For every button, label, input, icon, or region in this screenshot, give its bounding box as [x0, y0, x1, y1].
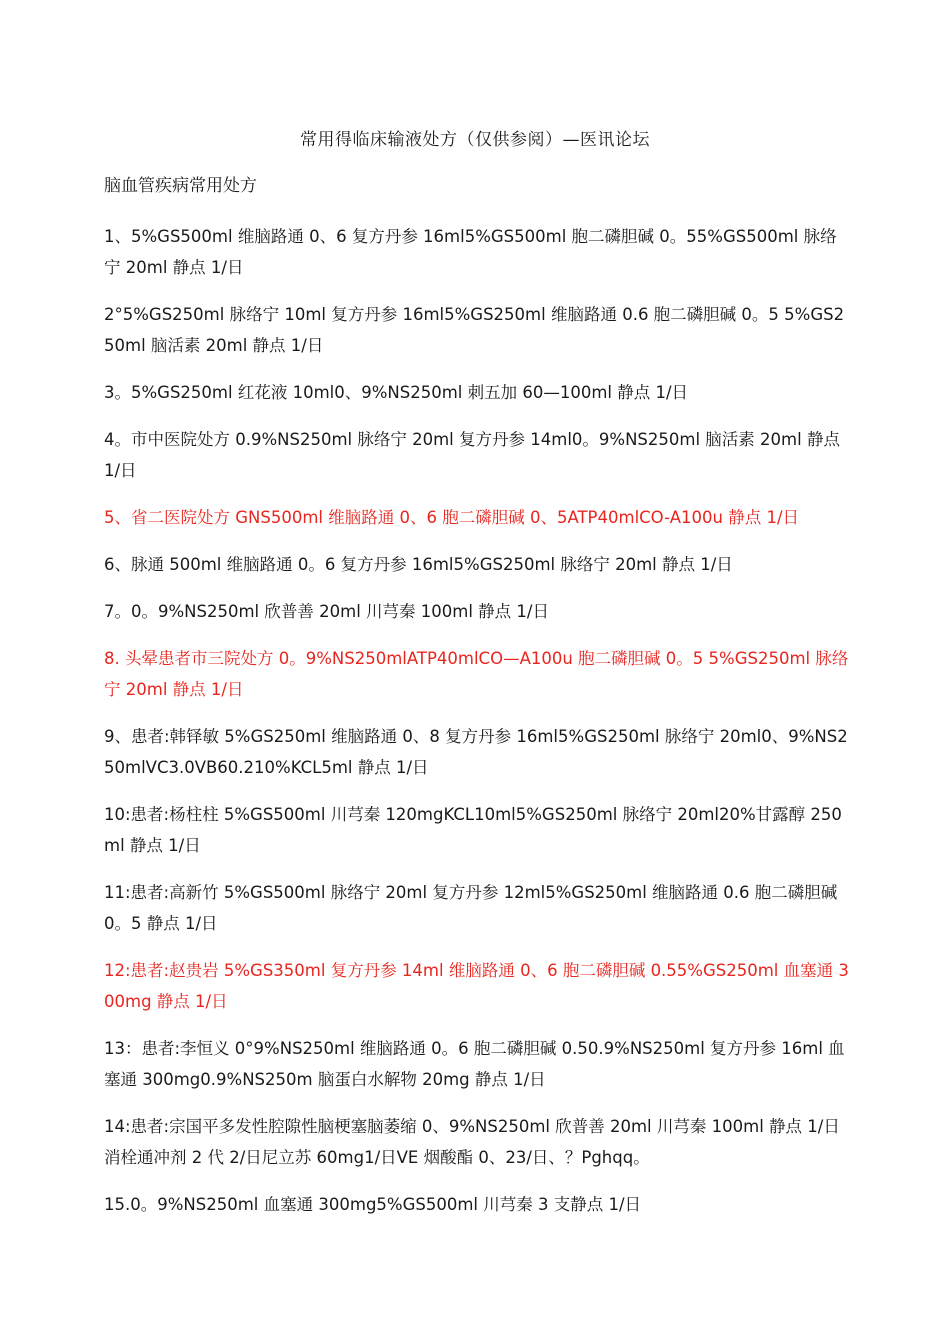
section-heading: 脑血管疾病常用处方: [104, 176, 257, 196]
prescription-entry: 1、5%GS500ml 维脑路通 0、6 复方丹参 16ml5%GS500ml 胞二磷胆碱 0。55%GS500ml 脉络宁 20ml 静点 1/日: [104, 227, 837, 277]
prescription-entry: 13：患者:李恒义 0°9%NS250ml 维脑路通 0。6 胞二磷胆碱 0.50.9%NS250ml 复方丹参 16ml 血塞通 300mg0.9%NS250m 脑蛋白水解物 20mg 静点 1/日: [104, 1039, 845, 1089]
prescription-entry: 11:患者:高新竹 5%GS500ml 脉络宁 20ml 复方丹参 12ml5%GS250ml 维脑路通 0.6 胞二磷胆碱 0。5 静点 1/日: [104, 883, 838, 933]
prescription-entry: 10:患者:杨柱柱 5%GS500ml 川芎秦 120mgKCL10ml5%GS250ml 脉络宁 20ml20%甘露醇 250ml 静点 1/日: [104, 805, 842, 855]
prescription-entry: 5、省二医院处方 GNS500ml 维脑路通 0、6 胞二磷胆碱 0、5ATP40mlCO-A100u 静点 1/日: [104, 508, 799, 527]
prescription-entry: 14:患者:宗国平多发性腔隙性脑梗塞脑萎缩 0、9%NS250ml 欣普善 20ml 川芎秦 100ml 静点 1/日消栓通冲剂 2 代 2/日尼立苏 60mg1/日VE 烟酸酯 0、23/日、？Pghqq。: [104, 1117, 840, 1167]
prescription-entry: 3。5%GS250ml 红花液 10ml0、9%NS250ml 刺五加 60—100ml 静点 1/日: [104, 383, 689, 402]
prescription-entry: 4。市中医院处方 0.9%NS250ml 脉络宁 20ml 复方丹参 14ml0。9%NS250ml 脑活素 20ml 静点 1/日: [104, 430, 840, 480]
document-title: 常用得临床输液处方（仅供参阅）—医讯论坛: [300, 130, 650, 150]
prescription-list: [104, 221, 850, 1236]
prescription-entry: 15.0。9%NS250ml 血塞通 300mg5%GS500ml 川芎秦 3 支静点 1/日: [104, 1195, 642, 1214]
prescription-entry: 6、脉通 500ml 维脑路通 0。6 复方丹参 16ml5%GS250ml 脉络宁 20ml 静点 1/日: [104, 555, 733, 574]
prescription-entry: 2°5%GS250ml 脉络宁 10ml 复方丹参 16ml5%GS250ml 维脑路通 0.6 胞二磷胆碱 0。5 5%GS250ml 脑活素 20ml 静点 1/日: [104, 305, 845, 355]
prescription-entry: 12:患者:赵贵岩 5%GS350ml 复方丹参 14ml 维脑路通 0、6 胞二磷胆碱 0.55%GS250ml 血塞通 300mg 静点 1/日: [104, 961, 849, 1011]
prescription-entry: 8. 头晕患者市三院处方 0。9%NS250mlATP40mlCO—A100u 胞二磷胆碱 0。5 5%GS250ml 脉络宁 20ml 静点 1/日: [104, 649, 849, 699]
prescription-entry: 9、患者:韩铎敏 5%GS250ml 维脑路通 0、8 复方丹参 16ml5%GS250ml 脉络宁 20ml0、9%NS250mlVC3.0VB60.210%KCL5ml 静点 1/日: [104, 727, 848, 777]
prescription-entry: 7。0。9%NS250ml 欣普善 20ml 川芎秦 100ml 静点 1/日: [104, 602, 549, 621]
